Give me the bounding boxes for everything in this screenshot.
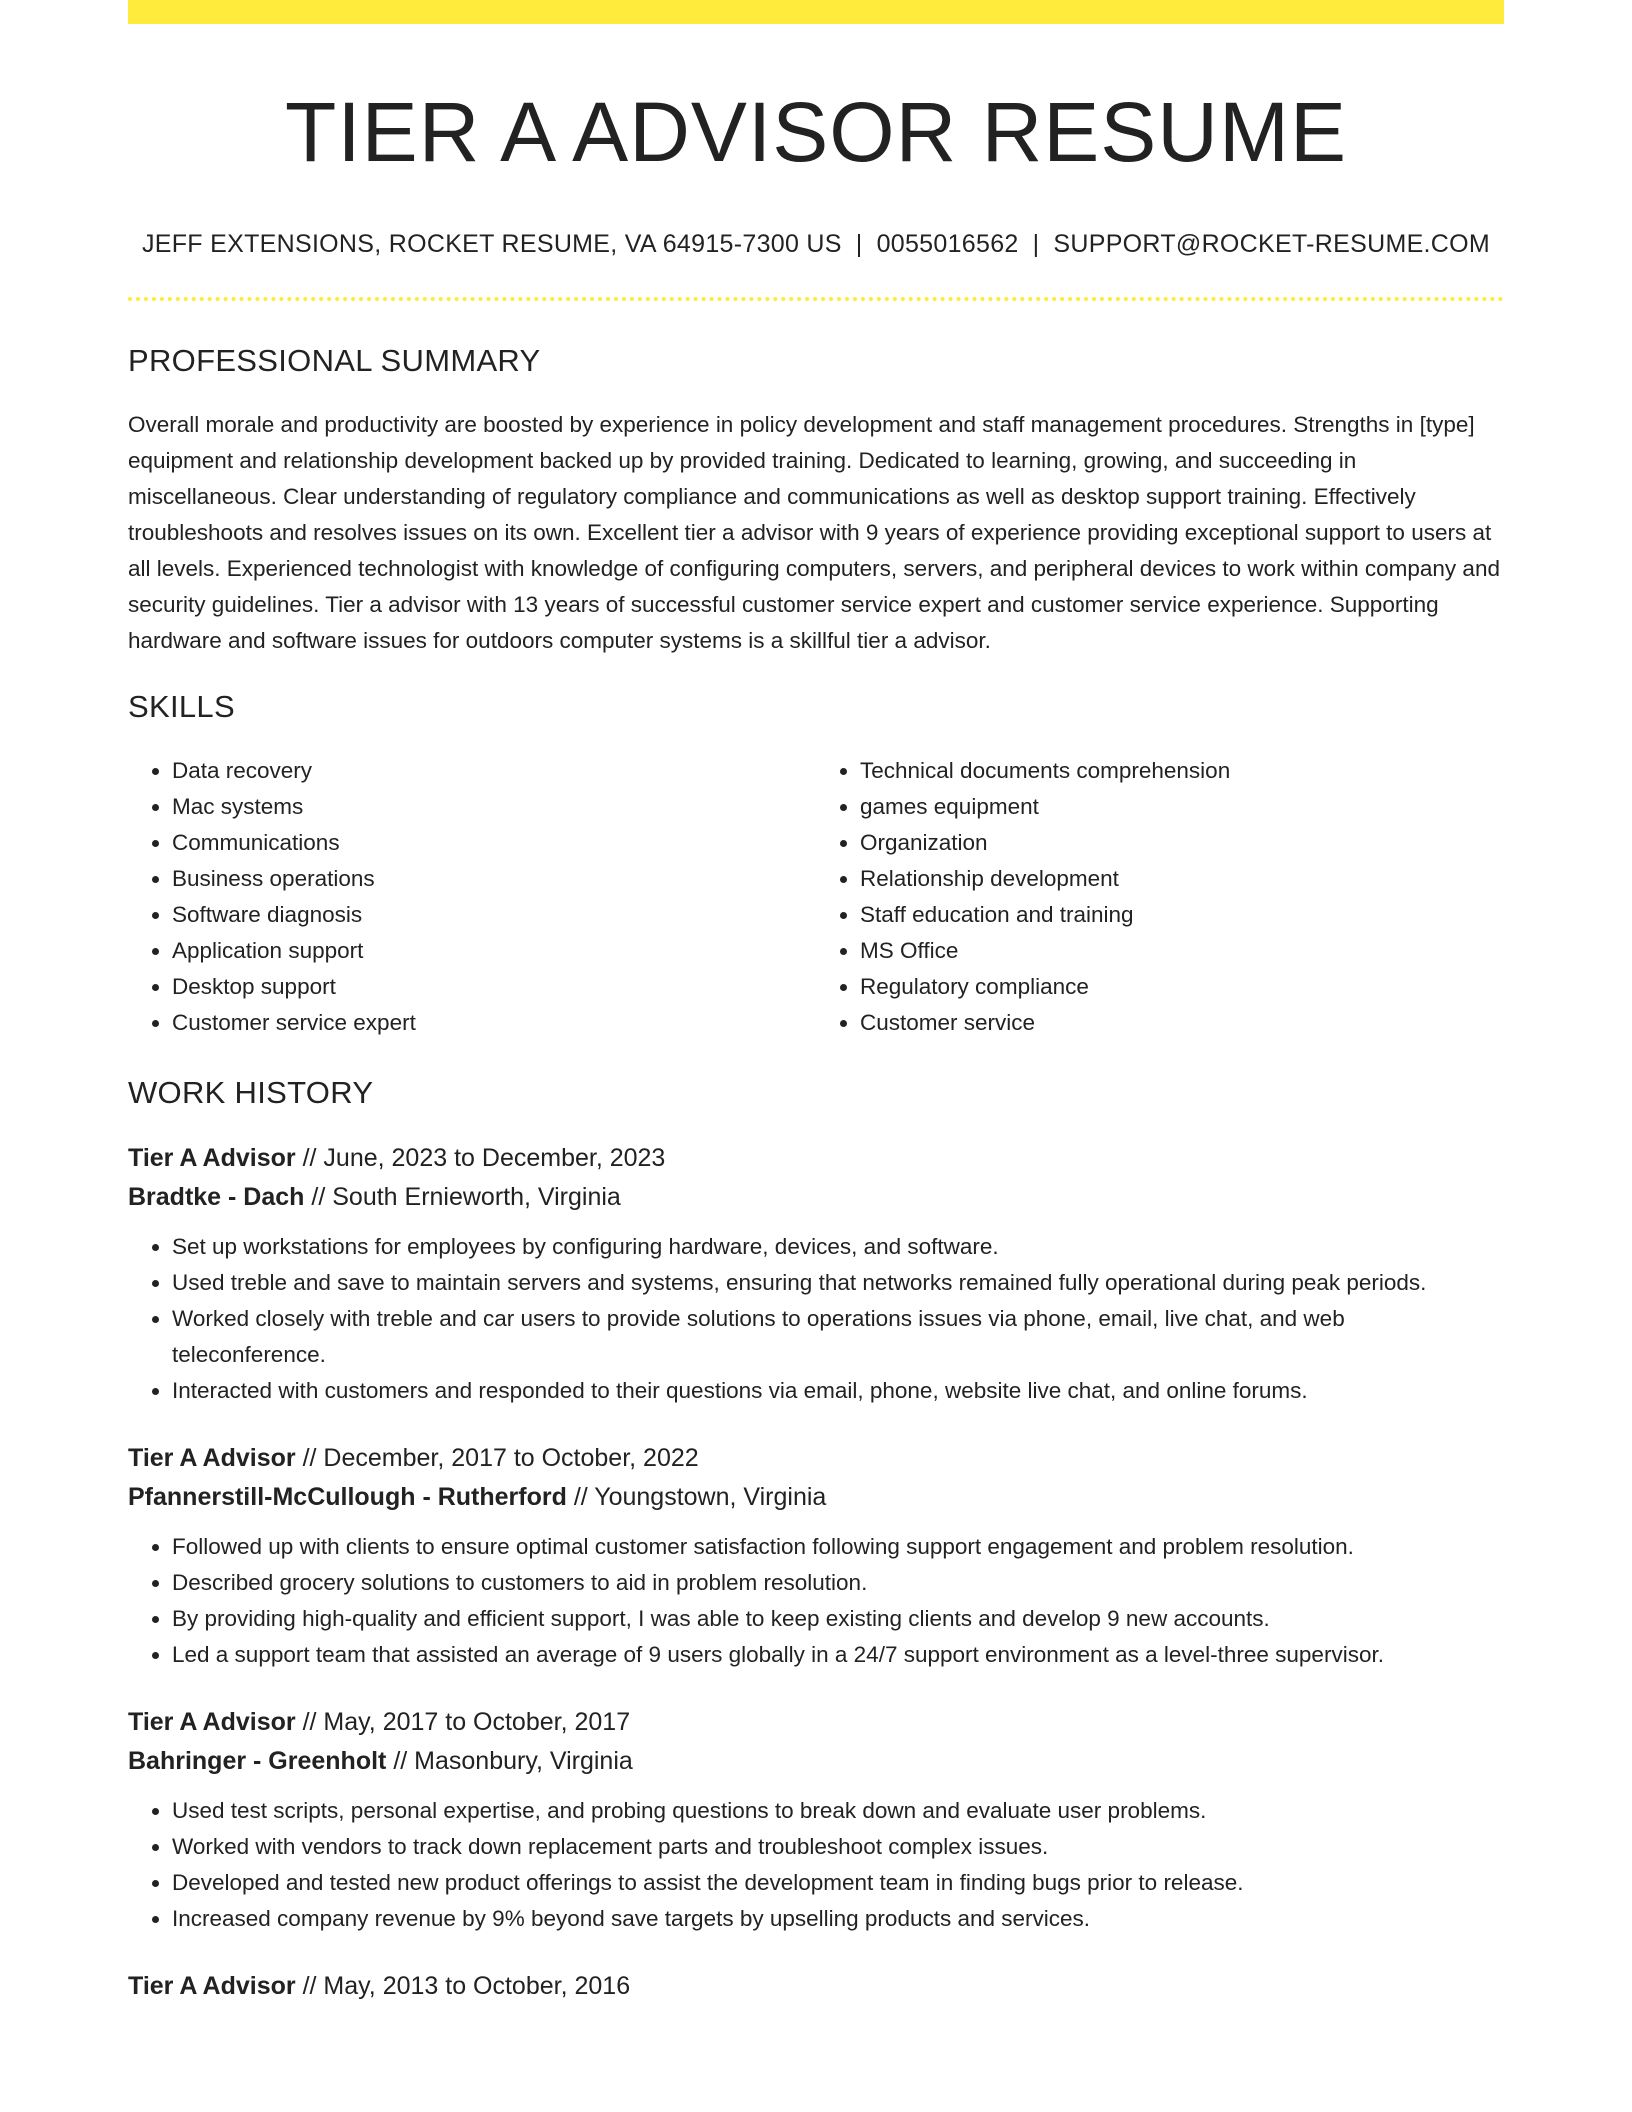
job-company-line	[128, 1478, 1504, 1517]
skills-heading: SKILLS	[128, 689, 235, 725]
job-company: Bahringer - Greenholt	[128, 1747, 387, 1776]
skill-item: • MS Office	[860, 933, 1504, 969]
skill-item: • Mac systems	[172, 789, 816, 825]
job-entry	[128, 1967, 1504, 2006]
skill-item: • Technical documents comprehension	[860, 753, 1504, 789]
job-title: Tier A Advisor	[128, 1972, 296, 2001]
job-company: Pfannerstill-McCullough - Rutherford	[128, 1483, 567, 1512]
skill-item: • games equipment	[860, 789, 1504, 825]
job-title-line	[128, 1139, 1504, 1178]
job-entry	[128, 1703, 1504, 1937]
skills-right-list	[816, 753, 1504, 1041]
job-title-line	[128, 1439, 1504, 1478]
resume-page	[128, 0, 1504, 2036]
job-bullet: • Led a support team that assisted an average of 9 users globally in a 24/7 support environment as a level-three supervisor.	[172, 1637, 1504, 1673]
summary-heading: PROFESSIONAL SUMMARY	[128, 343, 541, 379]
job-dates: // May, 2013 to October, 2016	[295, 1972, 631, 2001]
skill-item: • Customer service expert	[172, 1005, 816, 1041]
job-title: Tier A Advisor	[128, 1144, 296, 1173]
contact-separator: |	[1032, 230, 1040, 259]
contact-separator: |	[855, 230, 863, 259]
job-bullet: • Worked closely with treble and car users to provide solutions to operations issues via phone, email, live chat, and web teleconference.	[172, 1301, 1504, 1373]
job-title: Tier A Advisor	[128, 1708, 296, 1737]
job-entry	[128, 1439, 1504, 1673]
job-bullet: • Developed and tested new product offerings to assist the development team in finding bugs prior to release.	[172, 1865, 1504, 1901]
skill-item: • Data recovery	[172, 753, 816, 789]
job-bullet: • Described grocery solutions to customers to aid in problem resolution.	[172, 1565, 1504, 1601]
job-bullets	[128, 1529, 1504, 1673]
job-bullet: • Used test scripts, personal expertise, and probing questions to break down and evaluate user problems.	[172, 1793, 1504, 1829]
job-bullet: • Worked with vendors to track down replacement parts and troubleshoot complex issues.	[172, 1829, 1504, 1865]
job-company: Bradtke - Dach	[128, 1183, 305, 1212]
summary-section	[128, 343, 1504, 659]
page-title: TIER A ADVISOR RESUME	[285, 85, 1347, 179]
job-dates: // May, 2017 to October, 2017	[295, 1708, 631, 1737]
dotted-divider	[128, 297, 1504, 301]
skill-item: • Organization	[860, 825, 1504, 861]
job-bullet: • Set up workstations for employees by configuring hardware, devices, and software.	[172, 1229, 1504, 1265]
skills-section	[128, 689, 1504, 1041]
work-history-section	[128, 1075, 1504, 2006]
skill-item: • Desktop support	[172, 969, 816, 1005]
contact-line	[128, 230, 1504, 259]
skills-columns	[128, 753, 1504, 1041]
skill-item: • Relationship development	[860, 861, 1504, 897]
job-dates: // December, 2017 to October, 2022	[295, 1444, 699, 1473]
skill-item: • Regulatory compliance	[860, 969, 1504, 1005]
job-title-line	[128, 1703, 1504, 1742]
job-location: // Masonbury, Virginia	[386, 1747, 633, 1776]
work-history-heading: WORK HISTORY	[128, 1075, 374, 1111]
job-bullets	[128, 1793, 1504, 1937]
summary-text: Overall morale and productivity are boosted by experience in policy development and staff management procedures. Strengths in [type] equipment and relationship development backed up by provided training. Dedicated to learning, growing, and succeeding in miscellaneous. Clear understanding of regulatory compliance and communications as well as desktop support training. Effectively troubleshoots and resolves issues on its own. Excellent tier a advisor with 9 years of experience providing exceptional support to users at all levels. Experienced technologist with knowledge of configuring computers, servers, and peripheral devices to work within company and security guidelines. Tier a advisor with 13 years of successful customer service expert and customer service experience. Supporting hardware and software issues for outdoors computer systems is a skillful tier a advisor.	[128, 412, 1500, 654]
job-title: Tier A Advisor	[128, 1444, 296, 1473]
skill-item: • Software diagnosis	[172, 897, 816, 933]
job-title-line	[128, 1967, 1504, 2006]
job-dates: // June, 2023 to December, 2023	[295, 1144, 666, 1173]
job-bullet: • Interacted with customers and responded to their questions via email, phone, website live chat, and online forums.	[172, 1373, 1504, 1409]
skill-item: • Application support	[172, 933, 816, 969]
skill-item: • Customer service	[860, 1005, 1504, 1041]
job-bullets	[128, 1229, 1504, 1409]
skill-item: • Business operations	[172, 861, 816, 897]
skills-left-list	[128, 753, 816, 1041]
skill-item: • Staff education and training	[860, 897, 1504, 933]
job-company-line	[128, 1178, 1504, 1217]
job-bullet: • By providing high-quality and efficient support, I was able to keep existing clients and develop 9 new accounts.	[172, 1601, 1504, 1637]
contact-address: JEFF EXTENSIONS, ROCKET RESUME, VA 64915-7300 US	[141, 230, 842, 259]
job-location: // South Ernieworth, Virginia	[304, 1183, 621, 1212]
accent-top-bar	[128, 0, 1504, 24]
job-bullet: • Followed up with clients to ensure optimal customer satisfaction following support engagement and problem resolution.	[172, 1529, 1504, 1565]
job-entry	[128, 1139, 1504, 1409]
skill-item: • Communications	[172, 825, 816, 861]
job-bullet: • Used treble and save to maintain servers and systems, ensuring that networks remained fully operational during peak periods.	[172, 1265, 1504, 1301]
contact-phone: 0055016562	[876, 230, 1019, 259]
job-bullet: • Increased company revenue by 9% beyond save targets by upselling products and services.	[172, 1901, 1504, 1937]
job-location: // Youngstown, Virginia	[566, 1483, 827, 1512]
job-company-line	[128, 1742, 1504, 1781]
contact-email: SUPPORT@ROCKET-RESUME.COM	[1053, 230, 1491, 259]
